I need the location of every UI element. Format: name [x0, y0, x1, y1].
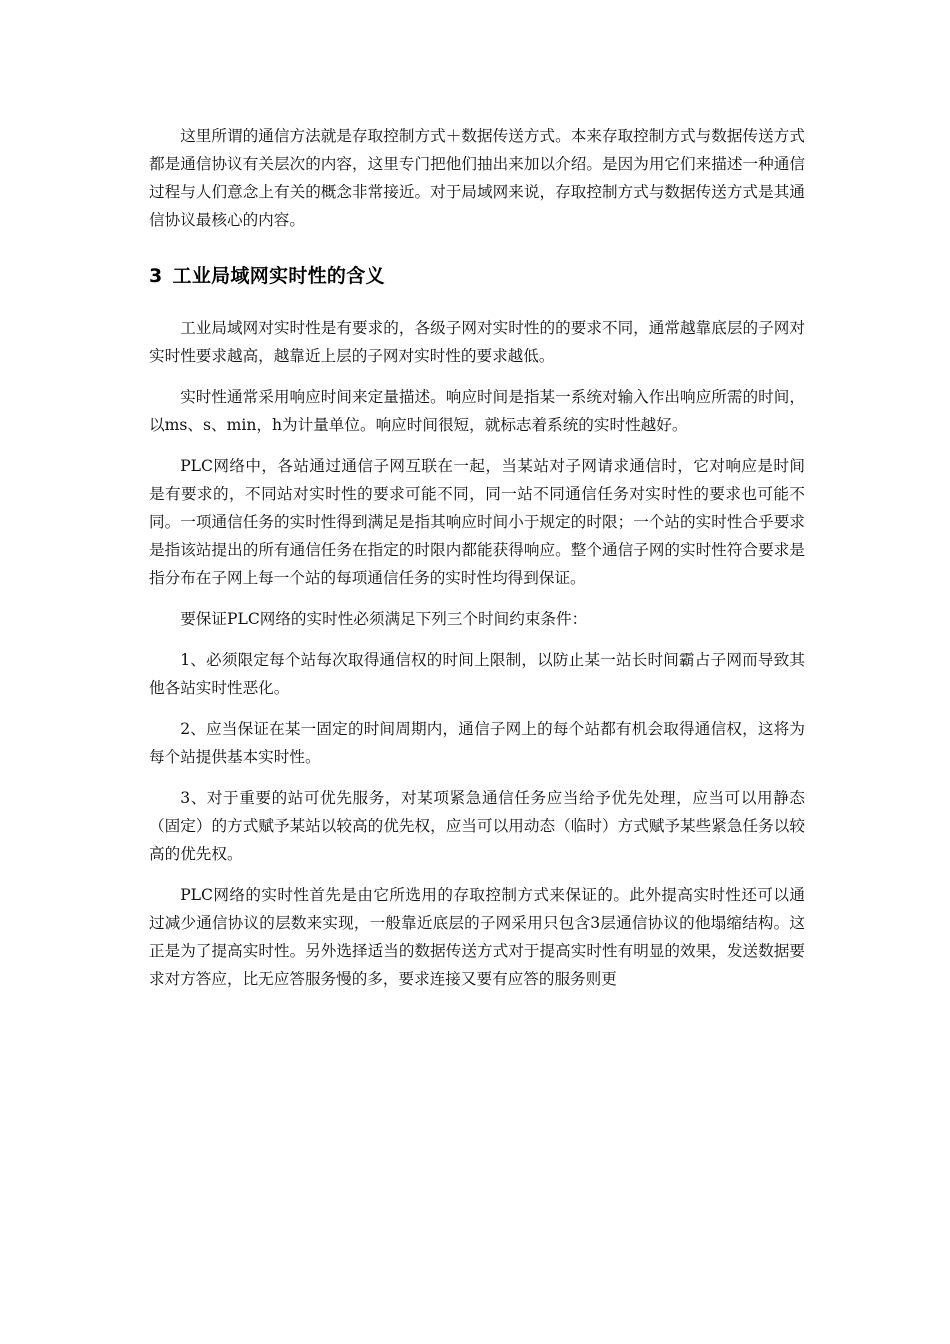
list-item-constraint-2: 2、应当保证在某一固定的时间周期内，通信子网上的每个站都有机会取得通信权，这将为每个站提供基本实时性。	[149, 720, 805, 766]
intro-paragraph: 这里所谓的通信方法就是存取控制方式＋数据传送方式。本来存取控制方式与数据传送方式都是通信协议有关层次的内容，这里专门把他们抽出来加以介绍。是因为用它们来描述一种通信过程与人们意念上有关的概念非常接近。对于局域网来说，存取控制方式与数据传送方式是其通信协议最核心的内容。	[149, 127, 805, 229]
list-item-constraint-3: 3、对于重要的站可优先服务，对某项紧急通信任务应当给予优先处理，应当可以用静态（固定）的方式赋予某站以较高的优先权，应当可以用动态（临时）方式赋予某些紧急任务以较高的优先权。	[149, 789, 805, 863]
section-heading	[149, 262, 805, 290]
paragraph-plc-network: PLC网络中，各站通过通信子网互联在一起，当某站对子网请求通信时，它对响应是时间是有要求的，不同站对实时性的要求可能不同，同一站不同通信任务对实时性的要求也可能不同。一项通信任务的实时性得到满足是指其响应时间小于规定的时限；一个站的实时性合乎要求是指该站提出的所有通信任务在指定的时限内都能获得响应。整个通信子网的实时性符合要求是指分布在子网上每一个站的每项通信任务的实时性均得到保证。	[149, 457, 805, 587]
paragraph-realtime-requirement: 工业局域网对实时性是有要求的，各级子网对实时性的的要求不同，通常越靠底层的子网对实时性要求越高，越靠近上层的子网对实时性的要求越低。	[149, 319, 805, 365]
section-number: 3	[149, 265, 163, 287]
paragraph-plc-realtime-access: PLC网络的实时性首先是由它所选用的存取控制方式来保证的。此外提高实时性还可以通过减少通信协议的层数来实现，一般靠近底层的子网采用只包含3层通信协议的他塌缩结构。这正是为了提高实时性。另外选择适当的数据传送方式对于提高实时性有明显的效果，发送数据要求对方答应，比无应答服务慢的多，要求连接又要有应答的服务则更	[149, 886, 805, 988]
document-body	[149, 122, 805, 1006]
paragraph-response-time: 实时性通常采用响应时间来定量描述。响应时间是指某一系统对输入作出响应所需的时间，以ms、s、min，h为计量单位。响应时间很短，就标志着系统的实时性越好。	[149, 388, 805, 434]
paragraph-time-constraints: 要保证PLC网络的实时性必须满足下列三个时间约束条件：	[180, 610, 588, 628]
section-title: 工业局域网实时性的含义	[172, 265, 385, 287]
list-item-constraint-1: 1、必须限定每个站每次取得通信权的时间上限制，以防止某一站长时间霸占子网而导致其他各站实时性恶化。	[149, 651, 805, 697]
